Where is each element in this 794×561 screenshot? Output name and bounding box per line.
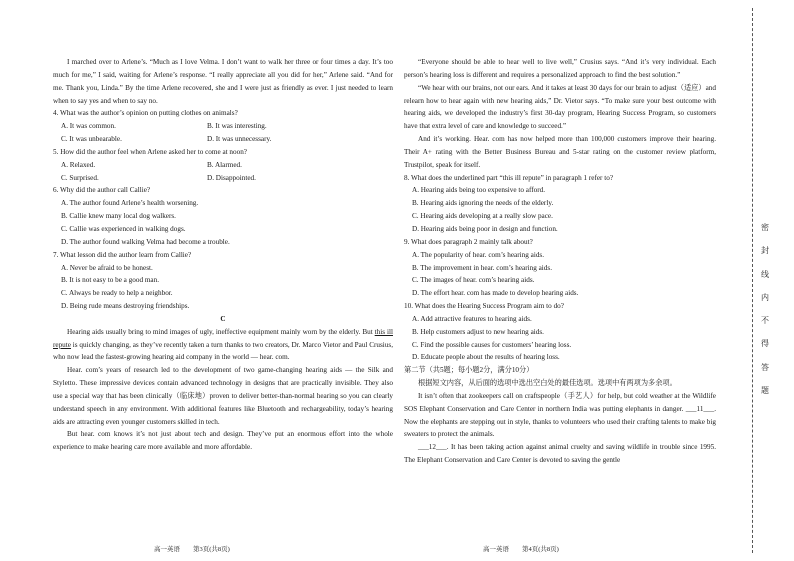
option-8c: C. Hearing aids developing at a really slow pace. bbox=[412, 212, 553, 221]
option-5d: D. Disappointed. bbox=[207, 173, 256, 182]
seal-char: 答 bbox=[761, 362, 769, 372]
seal-line-margin bbox=[752, 0, 782, 561]
passage-c-paragraph-1 bbox=[53, 326, 393, 365]
option-4b: B. It was interesting. bbox=[207, 122, 267, 131]
option-8a: A. Hearing aids being too expensive to afford. bbox=[412, 186, 546, 195]
right-column bbox=[404, 56, 716, 467]
passage-c-p1-text-a: Hearing aids usually bring to mind images of ugly, ineffective equipment mainly worn by the elderly. But bbox=[67, 327, 375, 336]
option-7d: D. Being rude means destroying friendships. bbox=[61, 302, 190, 311]
left-column bbox=[53, 56, 393, 454]
option-7c: C. Always be ready to help a neighbor. bbox=[61, 289, 173, 298]
part-2-instructions: 根据短文内容，从后面的选项中选出空白处的最佳选项。选项中有两项为多余项。 bbox=[418, 379, 677, 388]
option-5c: C. Surprised. bbox=[61, 173, 99, 182]
part-2-title: 第二节（共5题；每小题2分，满分10分） bbox=[404, 366, 534, 375]
option-9a: A. The popularity of hear. com’s hearing aids. bbox=[412, 250, 545, 259]
option-9c: C. The images of hear. com’s hearing aids. bbox=[412, 276, 535, 285]
underlined-phrase: this ill repute bbox=[53, 327, 393, 349]
option-7b: B. It is not easy to be a good man. bbox=[61, 276, 160, 285]
option-6b: B. Callie knew many local dog walkers. bbox=[61, 212, 176, 221]
left-paragraph-1: I marched over to Arlene’s. “Much as I love Velma. I don’t want to walk her three or four times a day. It’s too much for me,” I said, waiting for Arlene’s response. “I really appreciate all you did for her,” Arlene said. “And for me. Thank you, Linda.” By the time Arlene recovered, she and I were just as friendly as ever. I just needed to learn when to say yes and when to say no. bbox=[53, 58, 393, 105]
option-4c: C. It was unbearable. bbox=[61, 135, 122, 144]
question-9: 9. What does paragraph 2 mainly talk about? bbox=[404, 237, 533, 246]
seal-char: 线 bbox=[761, 269, 769, 279]
question-4: 4. What was the author’s opinion on putting clothes on animals? bbox=[53, 109, 238, 118]
seal-char: 不 bbox=[761, 316, 769, 326]
seal-char: 得 bbox=[761, 339, 769, 349]
seal-line-notice bbox=[759, 216, 771, 402]
elephant-paragraph-1: It isn’t often that zookeepers call on craftspeople（手艺人）for help, but cold weather at the Wildlife SOS Elephant Conservation and Care Center in northern India was putting elephants in danger. ___11___. Now the elephants are stepping out in style, thanks to volunteers who used their crafting talents to make big sweaters to protect the animals. bbox=[404, 391, 716, 439]
question-8: 8. What does the underlined part “this ill repute” in paragraph 1 refer to? bbox=[404, 173, 614, 182]
right-paragraph-2: “We hear with our brains, not our ears. And it takes at least 30 days for our brain to adjust（适应）and relearn how to hear again with new hearing aids,” Dr. Vietor says. “To make sure your best outcome with hearing aids, we developed the industry’s first 30-day program, Hearing Success Program, so customers have that extra level of care and knowledge to succeed.” bbox=[404, 83, 716, 131]
option-4a: A. It was common. bbox=[61, 122, 116, 131]
option-6d: D. The author found walking Velma had become a trouble. bbox=[61, 237, 230, 246]
option-5b: B. Alarmed. bbox=[207, 160, 242, 169]
question-4-options-row-1 bbox=[53, 120, 393, 133]
seal-char: 内 bbox=[761, 292, 769, 302]
elephant-paragraph-2: ___12___. It has been taking action against animal cruelty and saving wildlife in trouble since 1995. The Elephant Conservation and Care Center is devoted to saving the gentle bbox=[404, 443, 716, 465]
seal-char: 封 bbox=[761, 246, 769, 256]
question-5-options-row-1 bbox=[53, 159, 393, 172]
right-paragraph-1: “Everyone should be able to hear well to live well,” Crusius says. “And it’s very individual. Each person’s hearing loss is different and requires a personalized approach to find the best solution.” bbox=[404, 58, 716, 79]
page-footer-right: 高一英语 第4页(共8页) bbox=[483, 546, 559, 553]
option-6a: A. The author found Arlene’s health worsening. bbox=[61, 199, 199, 208]
question-4-options-row-2 bbox=[53, 133, 393, 146]
seal-char: 题 bbox=[761, 386, 769, 396]
option-10b: B. Help customers adjust to new hearing aids. bbox=[412, 327, 544, 336]
option-10a: A. Add attractive features to hearing aids. bbox=[412, 314, 532, 323]
option-5a: A. Relaxed. bbox=[61, 160, 96, 169]
section-heading-c: C bbox=[220, 314, 226, 323]
option-6c: C. Callie was experienced in walking dogs. bbox=[61, 224, 186, 233]
option-8b: B. Hearing aids ignoring the needs of the elderly. bbox=[412, 199, 554, 208]
option-9b: B. The improvement in hear. com’s hearing aids. bbox=[412, 263, 552, 272]
passage-c-p1-text-b: is quickly changing, as they’ve recently taken a turn thanks to two creators, Dr. Marco Vietor and Paul Crusius, who now lead the fastest-growing hearing aid company in the world — hear. com. bbox=[53, 340, 393, 362]
page-footer-left: 高一英语 第3页(共8页) bbox=[154, 546, 230, 553]
option-9d: D. The effort hear. com has made to develop hearing aids. bbox=[412, 289, 579, 298]
question-7: 7. What lesson did the author learn from Callie? bbox=[53, 250, 192, 259]
passage-c-paragraph-2: Hear. com’s years of research led to the development of two game-changing hearing aids — the Silk and Styletto. These impressive devices contain advanced technology in designs that are practically invisible. They also use a special way that has been clinically（临床地）proven to deliver better-than-normal hearing so you can clearly understand speech in any environment. With additional features like Bluetooth and rechargeability, today’s hearing aids are attracting even younger customers skilled in tech. bbox=[53, 366, 393, 426]
question-6: 6. Why did the author call Callie? bbox=[53, 186, 151, 195]
seal-dashed-line bbox=[752, 8, 753, 553]
passage-c-paragraph-3: But hear. com knows it’s not just about tech and design. They’ve put an enormous effort into the whole experience to make hearing care more available and more affordable. bbox=[53, 430, 393, 452]
question-5: 5. How did the author feel when Arlene asked her to come at noon? bbox=[53, 147, 247, 156]
question-5-options-row-2 bbox=[53, 172, 393, 185]
option-7a: A. Never be afraid to be honest. bbox=[61, 263, 153, 272]
right-paragraph-3: And it’s working. Hear. com has now helped more than 100,000 customers improve their hearing. Their A+ rating with the Better Business Bureau and 5-star rating on the customer review platform, Trustpilot, speak for itself. bbox=[404, 135, 716, 169]
seal-char: 密 bbox=[761, 223, 769, 232]
option-10c: C. Find the possible causes for customers’ hearing loss. bbox=[412, 340, 572, 349]
option-4d: D. It was unnecessary. bbox=[207, 135, 272, 144]
question-10: 10. What does the Hearing Success Program aim to do? bbox=[404, 302, 564, 311]
option-8d: D. Hearing aids being poor in design and function. bbox=[412, 224, 558, 233]
option-10d: D. Educate people about the results of hearing loss. bbox=[412, 353, 560, 362]
